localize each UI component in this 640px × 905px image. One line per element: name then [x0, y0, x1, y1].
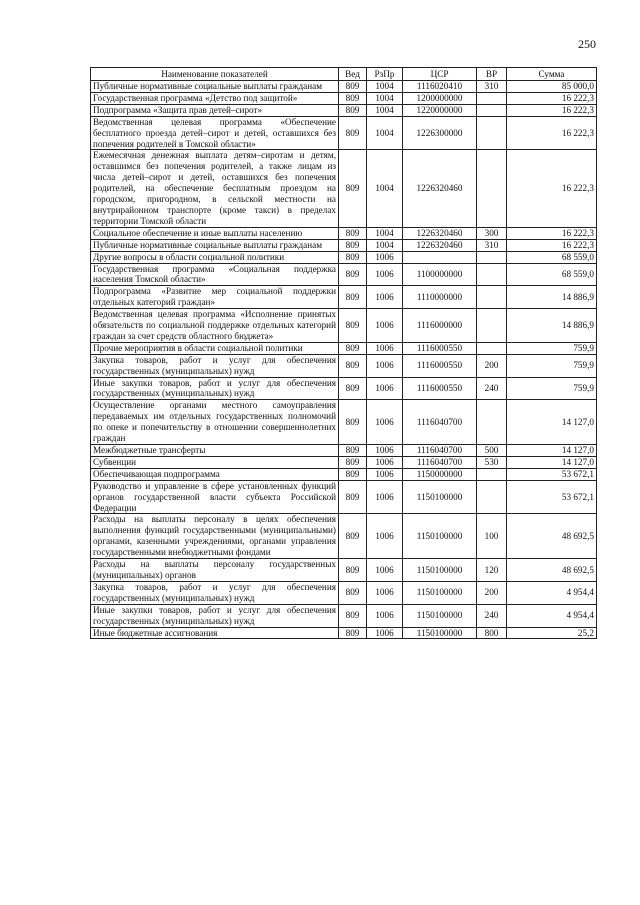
row-name: Расходы на выплаты персоналу в целях обеспечения выполнения функций государственными (муниципальными) органами, казенными учреждениями, органами управления государственными внебюджетными фондами [91, 514, 339, 559]
header-vr: ВР [477, 68, 507, 81]
row-name: Осуществление органами местного самоуправления передаваемых им отдельных государственных полномочий по опеке и попечительству в отношении совершеннолетних граждан [91, 400, 339, 445]
header-rzpr: РзПр [367, 68, 403, 81]
row-sum: 14 127,0 [507, 445, 597, 457]
row-rzpr: 1004 [367, 92, 403, 104]
row-vr [477, 150, 507, 227]
row-name: Иные бюджетные ассигнования [91, 627, 339, 639]
row-csr: 1150100000 [403, 480, 477, 514]
row-name: Субвенции [91, 456, 339, 468]
row-name: Прочие мероприятия в области социальной политики [91, 342, 339, 354]
row-vr: 800 [477, 627, 507, 639]
row-ved: 809 [339, 104, 367, 116]
row-rzpr: 1006 [367, 559, 403, 582]
table-row [91, 227, 597, 239]
row-name: Социальное обеспечение и иные выплаты населению [91, 227, 339, 239]
row-sum: 16 222,3 [507, 116, 597, 150]
table-row [91, 514, 597, 559]
row-sum: 53 672,1 [507, 468, 597, 480]
row-sum: 759,9 [507, 354, 597, 377]
row-rzpr: 1004 [367, 81, 403, 93]
row-rzpr: 1006 [367, 627, 403, 639]
header-name: Наименование показателей [91, 68, 339, 81]
row-sum: 16 222,3 [507, 104, 597, 116]
row-sum: 759,9 [507, 342, 597, 354]
row-sum: 68 559,0 [507, 263, 597, 286]
row-vr: 310 [477, 239, 507, 251]
row-sum: 16 222,3 [507, 239, 597, 251]
row-name: Другие вопросы в области социальной политики [91, 251, 339, 263]
row-csr: 1150100000 [403, 604, 477, 627]
row-sum: 4 954,4 [507, 581, 597, 604]
row-rzpr: 1006 [367, 251, 403, 263]
row-vr [477, 104, 507, 116]
header-csr: ЦСР [403, 68, 477, 81]
table-row [91, 480, 597, 514]
row-ved: 809 [339, 239, 367, 251]
row-ved: 809 [339, 286, 367, 309]
table-row [91, 445, 597, 457]
row-ved: 809 [339, 263, 367, 286]
row-csr: 1116040700 [403, 456, 477, 468]
row-sum: 14 886,9 [507, 309, 597, 343]
table-row [91, 559, 597, 582]
table-row [91, 81, 597, 93]
table-row [91, 263, 597, 286]
row-csr: 1150100000 [403, 559, 477, 582]
row-vr: 120 [477, 559, 507, 582]
table-row [91, 400, 597, 445]
row-rzpr: 1004 [367, 150, 403, 227]
table-row [91, 116, 597, 150]
row-vr [477, 116, 507, 150]
row-name: Государственная программа «Детство под защитой» [91, 92, 339, 104]
row-vr: 240 [477, 377, 507, 400]
row-rzpr: 1004 [367, 239, 403, 251]
row-csr: 1150100000 [403, 581, 477, 604]
row-rzpr: 1006 [367, 263, 403, 286]
row-vr [477, 251, 507, 263]
row-ved: 809 [339, 468, 367, 480]
table-row [91, 251, 597, 263]
row-sum: 4 954,4 [507, 604, 597, 627]
row-rzpr: 1006 [367, 309, 403, 343]
row-rzpr: 1006 [367, 514, 403, 559]
row-vr [477, 342, 507, 354]
table-row [91, 354, 597, 377]
budget-table [90, 67, 597, 639]
row-ved: 809 [339, 354, 367, 377]
header-ved: Вед [339, 68, 367, 81]
row-vr [477, 92, 507, 104]
row-rzpr: 1004 [367, 116, 403, 150]
row-csr: 1220000000 [403, 104, 477, 116]
row-sum: 48 692,5 [507, 559, 597, 582]
table-row [91, 342, 597, 354]
table-row [91, 581, 597, 604]
row-vr: 300 [477, 227, 507, 239]
row-csr: 1150100000 [403, 627, 477, 639]
row-ved: 809 [339, 150, 367, 227]
table-row [91, 627, 597, 639]
row-vr: 200 [477, 581, 507, 604]
row-csr: 1116000550 [403, 377, 477, 400]
table-row [91, 468, 597, 480]
row-name: Публичные нормативные социальные выплаты гражданам [91, 239, 339, 251]
row-sum: 759,9 [507, 377, 597, 400]
row-csr: 1226320460 [403, 227, 477, 239]
row-ved: 809 [339, 627, 367, 639]
row-vr: 200 [477, 354, 507, 377]
row-name: Подпрограмма «Защита прав детей–сирот» [91, 104, 339, 116]
table-row [91, 377, 597, 400]
row-csr: 1116020410 [403, 81, 477, 93]
row-name: Ведомственная целевая программа «Исполнение принятых обязательств по социальной поддержке отдельных категорий граждан за счет средств областного бюджета» [91, 309, 339, 343]
row-rzpr: 1004 [367, 227, 403, 239]
row-sum: 48 692,5 [507, 514, 597, 559]
table-row [91, 150, 597, 227]
row-csr: 1116000550 [403, 342, 477, 354]
table-header-row [91, 68, 597, 81]
row-rzpr: 1006 [367, 445, 403, 457]
row-ved: 809 [339, 559, 367, 582]
row-name: Публичные нормативные социальные выплаты гражданам [91, 81, 339, 93]
row-csr: 1150000000 [403, 468, 477, 480]
row-ved: 809 [339, 400, 367, 445]
row-csr: 1116040700 [403, 445, 477, 457]
row-ved: 809 [339, 514, 367, 559]
row-csr: 1226320460 [403, 150, 477, 227]
row-sum: 16 222,3 [507, 150, 597, 227]
page-number: 250 [578, 37, 596, 51]
row-ved: 809 [339, 309, 367, 343]
row-vr: 100 [477, 514, 507, 559]
row-name: Подпрограмма «Развитие мер социальной поддержки отдельных категорий граждан» [91, 286, 339, 309]
row-ved: 809 [339, 342, 367, 354]
row-name: Государственная программа «Социальная поддержка населения Томской области» [91, 263, 339, 286]
row-rzpr: 1006 [367, 604, 403, 627]
row-csr: 1226320460 [403, 239, 477, 251]
row-rzpr: 1006 [367, 286, 403, 309]
row-name: Иные закупки товаров, работ и услуг для обеспечения государственных (муниципальных) нужд [91, 604, 339, 627]
table-row [91, 92, 597, 104]
row-csr: 1116040700 [403, 400, 477, 445]
header-sum: Сумма [507, 68, 597, 81]
table-row [91, 456, 597, 468]
row-sum: 16 222,3 [507, 227, 597, 239]
row-vr: 530 [477, 456, 507, 468]
row-name: Ежемесячная денежная выплата детям–сиротам и детям, оставшимся без попечения родителей, а также лицам из числа детей–сирот и детей, оставшихся без попечения родителей, на обеспечение бесплатным проездом на городском, пригородном, в сельской местности на внутрирайонном транспорте (кроме такси) в пределах территории Томской области [91, 150, 339, 227]
row-csr: 1200000000 [403, 92, 477, 104]
row-rzpr: 1006 [367, 354, 403, 377]
row-ved: 809 [339, 456, 367, 468]
row-csr: 1226300000 [403, 116, 477, 150]
row-sum: 14 886,9 [507, 286, 597, 309]
row-name: Иные закупки товаров, работ и услуг для обеспечения государственных (муниципальных) нужд [91, 377, 339, 400]
row-csr: 1150100000 [403, 514, 477, 559]
row-name: Закупка товаров, работ и услуг для обеспечения государственных (муниципальных) нужд [91, 581, 339, 604]
row-ved: 809 [339, 445, 367, 457]
row-ved: 809 [339, 377, 367, 400]
table-row [91, 239, 597, 251]
table-row [91, 104, 597, 116]
row-sum: 16 222,3 [507, 92, 597, 104]
row-ved: 809 [339, 581, 367, 604]
row-sum: 68 559,0 [507, 251, 597, 263]
row-rzpr: 1006 [367, 480, 403, 514]
row-csr: 1116000000 [403, 309, 477, 343]
row-csr [403, 251, 477, 263]
row-rzpr: 1006 [367, 400, 403, 445]
row-rzpr: 1006 [367, 581, 403, 604]
row-sum: 14 127,0 [507, 400, 597, 445]
table-row [91, 604, 597, 627]
row-rzpr: 1006 [367, 468, 403, 480]
row-sum: 85 000,0 [507, 81, 597, 93]
row-vr [477, 286, 507, 309]
row-name: Межбюджетные трансферты [91, 445, 339, 457]
row-ved: 809 [339, 92, 367, 104]
row-rzpr: 1006 [367, 342, 403, 354]
row-sum: 14 127,0 [507, 456, 597, 468]
table-body [91, 81, 597, 639]
row-sum: 53 672,1 [507, 480, 597, 514]
row-rzpr: 1006 [367, 377, 403, 400]
row-vr: 310 [477, 81, 507, 93]
row-vr [477, 468, 507, 480]
row-name: Ведомственная целевая программа «Обеспечение бесплатного проезда детей–сирот и детей, оставшихся без попечения родителей в Томской области» [91, 116, 339, 150]
row-vr [477, 480, 507, 514]
row-name: Руководство и управление в сфере установленных функций органов государственной власти субъекта Российской Федерации [91, 480, 339, 514]
row-ved: 809 [339, 81, 367, 93]
row-ved: 809 [339, 116, 367, 150]
row-name: Расходы на выплаты персоналу государственных (муниципальных) органов [91, 559, 339, 582]
table-row [91, 286, 597, 309]
row-ved: 809 [339, 227, 367, 239]
row-sum: 25,2 [507, 627, 597, 639]
row-vr: 500 [477, 445, 507, 457]
row-csr: 1110000000 [403, 286, 477, 309]
row-vr [477, 309, 507, 343]
row-ved: 809 [339, 604, 367, 627]
row-name: Закупка товаров, работ и услуг для обеспечения государственных (муниципальных) нужд [91, 354, 339, 377]
row-csr: 1116000550 [403, 354, 477, 377]
row-rzpr: 1004 [367, 104, 403, 116]
row-vr: 240 [477, 604, 507, 627]
row-ved: 809 [339, 251, 367, 263]
row-name: Обеспечивающая подпрограмма [91, 468, 339, 480]
row-vr [477, 263, 507, 286]
row-ved: 809 [339, 480, 367, 514]
row-csr: 1100000000 [403, 263, 477, 286]
table-row [91, 309, 597, 343]
row-rzpr: 1006 [367, 456, 403, 468]
row-vr [477, 400, 507, 445]
